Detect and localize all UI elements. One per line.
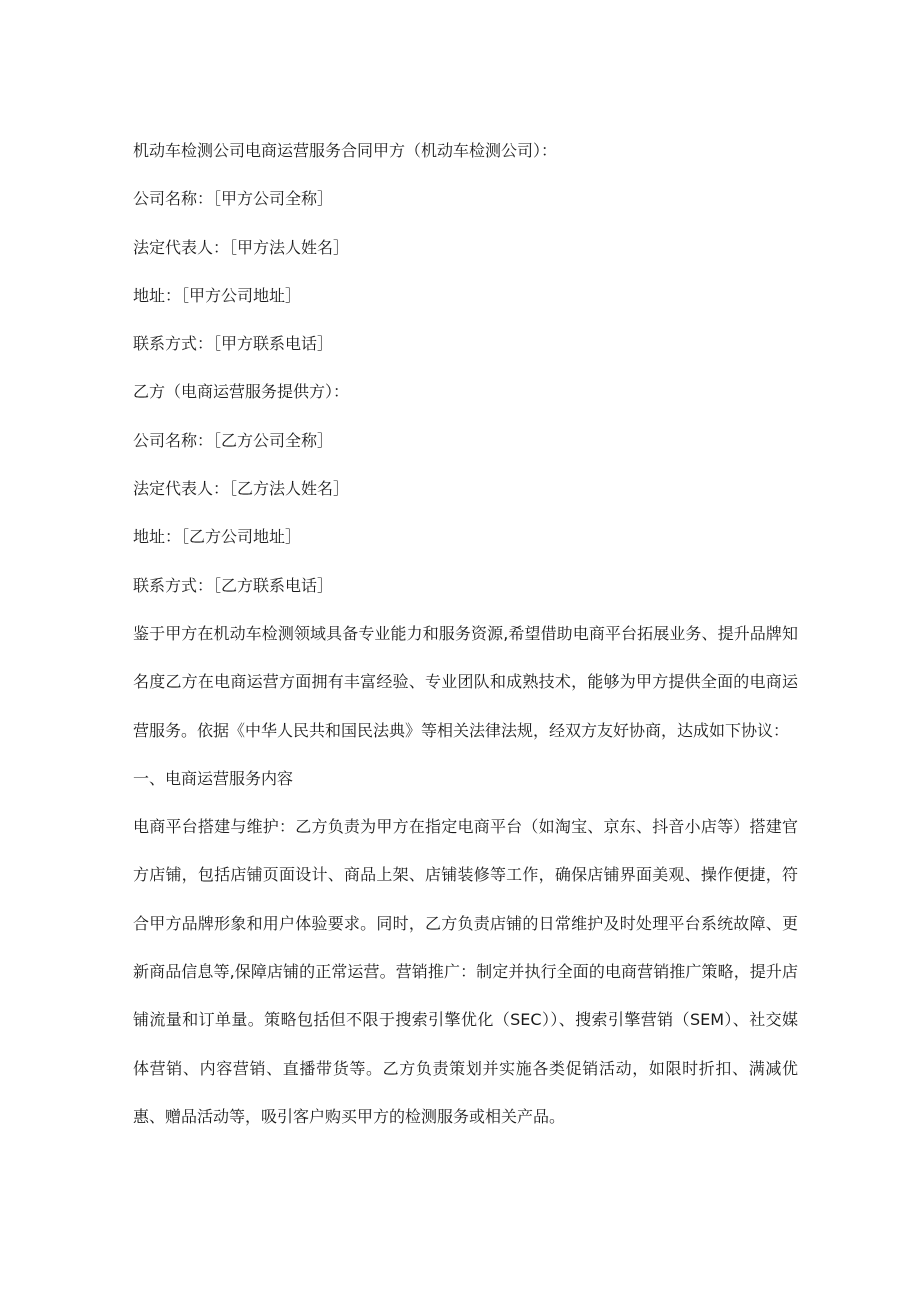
party-a-company-name: 公司名称：［甲方公司全称］ xyxy=(133,189,334,209)
section-1-heading: 一、电商运营服务内容 xyxy=(133,768,294,788)
preamble-paragraph: 鉴于甲方在机动车检测领域具备专业能力和服务资源,希望借助电商平台拓展业务、提升品牌知名度乙方在电商运营方面拥有丰富经验、专业团队和成熟技术，能够为甲方提供全面的电商运营服务。依据《中华人民共和国民法典》等相关法律法规，经双方友好协商，达成如下协议： xyxy=(133,623,798,740)
party-b-heading: 乙方（电商运营服务提供方）： xyxy=(133,382,350,402)
party-b-company-name: 公司名称：［乙方公司全称］ xyxy=(133,430,334,450)
section-1-paragraph: 电商平台搭建与维护：乙方负责为甲方在指定电商平台（如淘宝、京东、抖音小店等）搭建官方店铺，包括店铺页面设计、商品上架、店铺装修等工作，确保店铺界面美观、操作便捷，符合甲方品牌形象和用户体验要求。同时，乙方负责店铺的日常维护及时处理平台系统故障、更新商品信息等,保障店铺的正常运营。营销推广：制定并执行全面的电商营销推广策略，提升店铺流量和订单量。策略包括但不限于搜索引擎优化（SEC））、搜索引擎营销（SEM）、社交媒体营销、内容营销、直播带货等。乙方负责策划并实施各类促销活动，如限时折扣、满减优惠、赠品活动等，吸引客户购买甲方的检测服务或相关产品。 xyxy=(133,817,798,1126)
party-b-legal-rep: 法定代表人：［乙方法人姓名］ xyxy=(133,479,350,499)
party-a-contact: 联系方式：［甲方联系电话］ xyxy=(133,334,334,354)
party-b-contact: 联系方式：［乙方联系电话］ xyxy=(133,575,334,595)
party-a-legal-rep: 法定代表人：［甲方法人姓名］ xyxy=(133,237,350,257)
party-b-address: 地址：［乙方公司地址］ xyxy=(133,527,302,547)
party-a-address: 地址：［甲方公司地址］ xyxy=(133,285,302,305)
contract-title-line: 机动车检测公司电商运营服务合同甲方（机动车检测公司）： xyxy=(133,141,558,160)
document-body xyxy=(133,127,798,1141)
